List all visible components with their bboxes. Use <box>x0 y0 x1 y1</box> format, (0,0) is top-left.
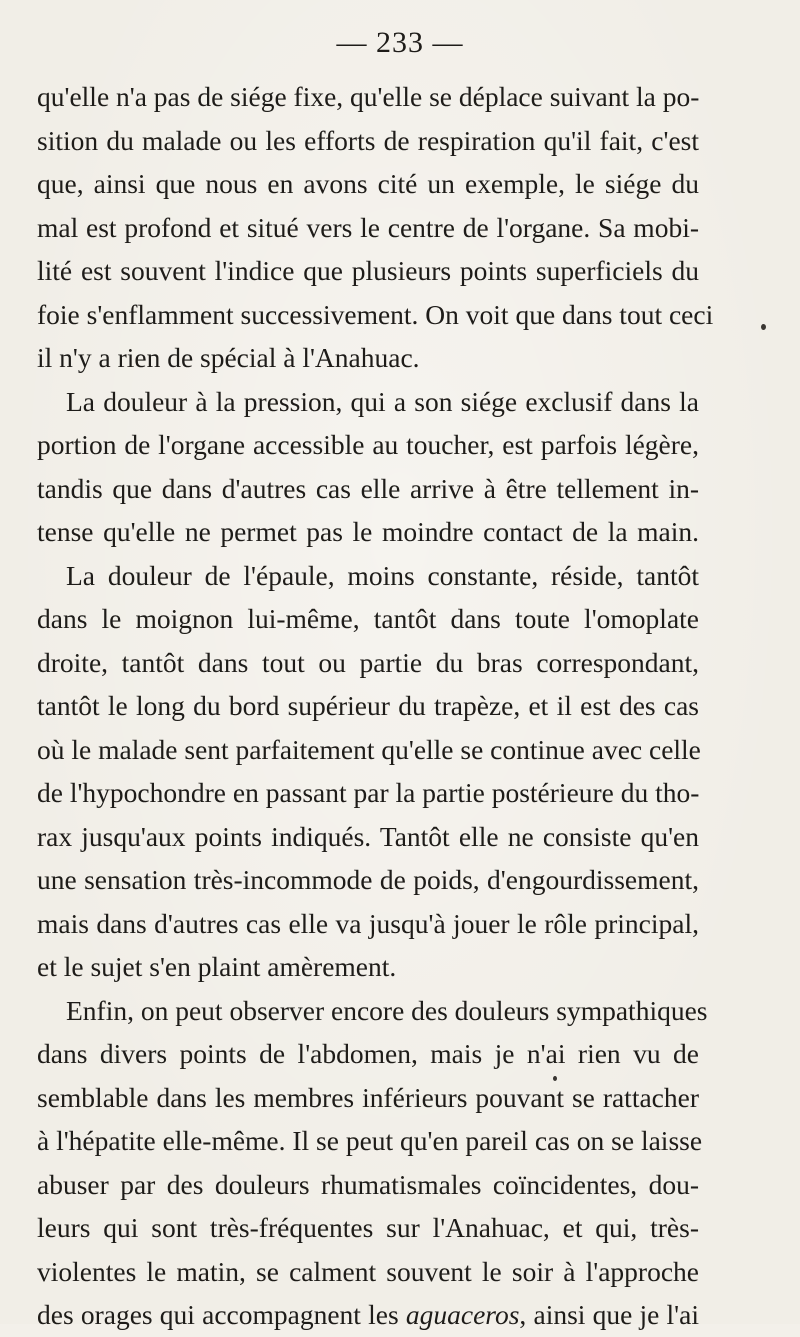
text-line: foie s'enflamment successivement. On voit que dans tout ceci <box>37 298 714 330</box>
text-line: rax jusqu'aux points indiqués. Tantôt elle ne consiste qu'en <box>37 820 699 852</box>
text-line: à l'hépatite elle-même. Il se peut qu'en pareil cas on se laisse <box>37 1125 703 1156</box>
text-line: violentes le matin, se calment souvent le soir à l'approche <box>37 1255 699 1287</box>
text-line: sition du malade ou les efforts de respiration qu'il fait, c'est <box>37 124 699 156</box>
text-line: semblable dans les membres inférieurs pouvant se rattacher <box>37 1081 699 1113</box>
paragraph-first-line: Enfin, on peut observer encore des douleurs sympathiques <box>66 994 708 1026</box>
italic-word: aguaceros <box>405 1299 520 1330</box>
paragraph-first-line: La douleur de l'épaule, moins constante, réside, tantôt <box>66 559 699 591</box>
text-line: tantôt le long du bord supérieur du trapèze, et il est des cas <box>37 690 699 721</box>
text-line: et le sujet s'en plaint amèrement. <box>37 951 397 982</box>
text-line: portion de l'organe accessible au toucher, est parfois légère, <box>37 429 699 460</box>
text-line: lité est souvent l'indice que plusieurs points superficiels du <box>37 255 699 286</box>
text-line: où le malade sent parfaitement qu'elle se continue avec celle <box>37 733 701 765</box>
text-line: tandis que dans d'autres cas elle arrive à être tellement in- <box>37 472 699 504</box>
text-line: mais dans d'autres cas elle va jusqu'à jouer le rôle principal, <box>37 907 699 939</box>
text-line: dans le moignon lui-même, tantôt dans toute l'omoplate <box>37 603 699 634</box>
body-text <box>37 75 714 1337</box>
text-segment: , ainsi que je l'ai <box>519 1299 699 1330</box>
text-line: droite, tantôt dans tout ou partie du bras correspondant, <box>37 646 699 678</box>
page-number: — 233 — <box>336 26 464 59</box>
text-line: de l'hypochondre en passant par la partie postérieure du tho- <box>37 777 700 808</box>
ink-speck <box>761 324 766 330</box>
ink-speck <box>553 1076 557 1081</box>
text-line-with-italic <box>37 1293 699 1337</box>
text-line: leurs qui sont très-fréquentes sur l'Anahuac, et qui, très- <box>37 1212 699 1243</box>
paragraph-first-line: La douleur à la pression, qui a son siége exclusif dans la <box>66 385 699 417</box>
text-line: dans divers points de l'abdomen, mais je n'ai rien vu de <box>37 1038 699 1069</box>
text-line: mal est profond et situé vers le centre de l'organe. Sa mobi- <box>37 211 699 243</box>
text-line: que, ainsi que nous en avons cité un exemple, le siége du <box>37 168 699 199</box>
text-line: abuser par des douleurs rhumatismales coïncidentes, dou- <box>37 1168 699 1200</box>
text-segment: des orages qui accompagnent les <box>37 1299 406 1330</box>
text-line: qu'elle n'a pas de siége fixe, qu'elle se déplace suivant la po- <box>37 81 700 112</box>
text-line: il n'y a rien de spécial à l'Anahuac. <box>37 342 420 373</box>
text-line: tense qu'elle ne permet pas le moindre contact de la main. <box>37 516 699 547</box>
text-line: une sensation très-incommode de poids, d'engourdissement, <box>37 864 699 895</box>
